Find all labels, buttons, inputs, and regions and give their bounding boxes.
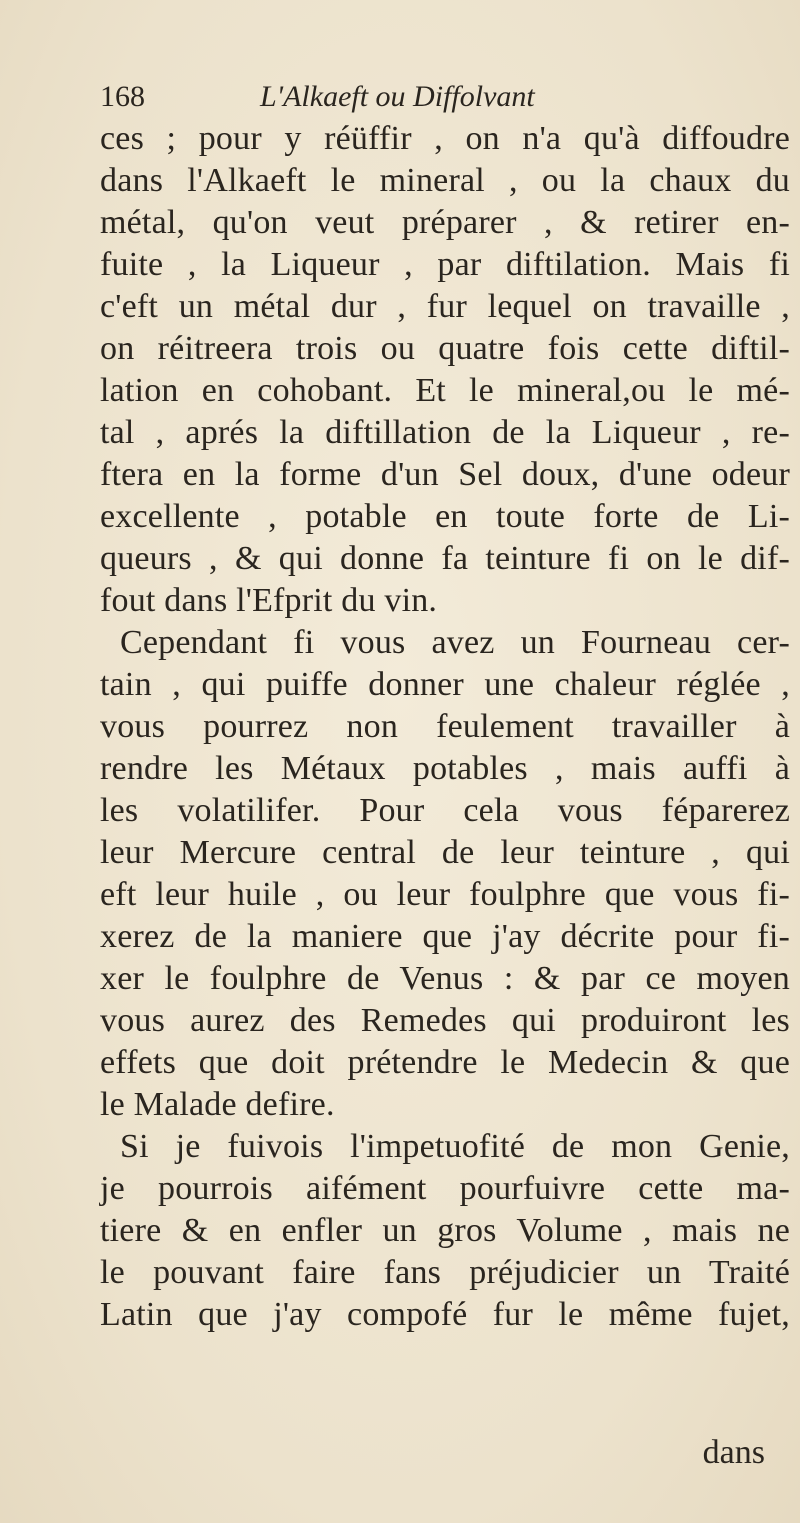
body-text <box>100 118 790 1336</box>
text-line: effets que doit prétendre le Medecin & que <box>100 1044 790 1081</box>
paragraph-start-line: Cependant fi vous avez un Fourneau cer- <box>120 624 790 661</box>
text-line: ftera en la forme d'un Sel doux, d'une odeur <box>100 456 790 493</box>
text-line: tiere & en enfler un gros Volume , mais ne <box>100 1212 790 1249</box>
page-number: 168 <box>100 80 145 113</box>
text-line: xer le foulphre de Venus : & par ce moyen <box>100 960 790 997</box>
text-line: le pouvant faire fans préjudicier un Traité <box>100 1254 790 1291</box>
text-line: on réitreera trois ou quatre fois cette diftil- <box>100 330 790 367</box>
paragraph-start-line: Si je fuivois l'impetuofité de mon Genie, <box>120 1128 790 1165</box>
running-title: L'Alkaeft ou Diffolvant <box>260 80 535 113</box>
text-line: dans l'Alkaeft le mineral , ou la chaux du <box>100 162 790 199</box>
text-line: fout dans l'Efprit du vin. <box>100 582 438 619</box>
text-line: les volatilifer. Pour cela vous féparerez <box>100 792 790 829</box>
text-line: lation en cohobant. Et le mineral,ou le mé- <box>100 372 790 409</box>
text-line: tal , aprés la diftillation de la Liqueur , re- <box>100 414 790 451</box>
text-line: le Malade defire. <box>100 1086 335 1123</box>
text-line: queurs , & qui donne fa teinture fi on le dif- <box>100 540 790 577</box>
text-line: vous aurez des Remedes qui produiront les <box>100 1002 790 1039</box>
page-header <box>100 74 660 120</box>
text-line: vous pourrez non feulement travailler à <box>100 708 790 745</box>
text-line: fuite , la Liqueur , par diftilation. Mais fi <box>100 246 790 283</box>
text-line: xerez de la maniere que j'ay décrite pour fi- <box>100 918 790 955</box>
text-line: ces ; pour y réüffir , on n'a qu'à diffoudre <box>100 120 790 157</box>
text-line: métal, qu'on veut préparer , & retirer en- <box>100 204 790 241</box>
text-line: tain , qui puiffe donner une chaleur réglée , <box>100 666 790 703</box>
text-line: c'eft un métal dur , fur lequel on travaille , <box>100 288 790 325</box>
text-line: rendre les Métaux potables , mais auffi à <box>100 750 790 787</box>
text-line: Latin que j'ay compofé fur le même fujet, <box>100 1296 790 1333</box>
text-line: excellente , potable en toute forte de Li- <box>100 498 790 535</box>
catchword: dans <box>702 1434 765 1471</box>
text-line: je pourrois aifément pourfuivre cette ma- <box>100 1170 790 1207</box>
text-line: eft leur huile , ou leur foulphre que vous fi- <box>100 876 790 913</box>
text-line: leur Mercure central de leur teinture , qui <box>100 834 790 871</box>
